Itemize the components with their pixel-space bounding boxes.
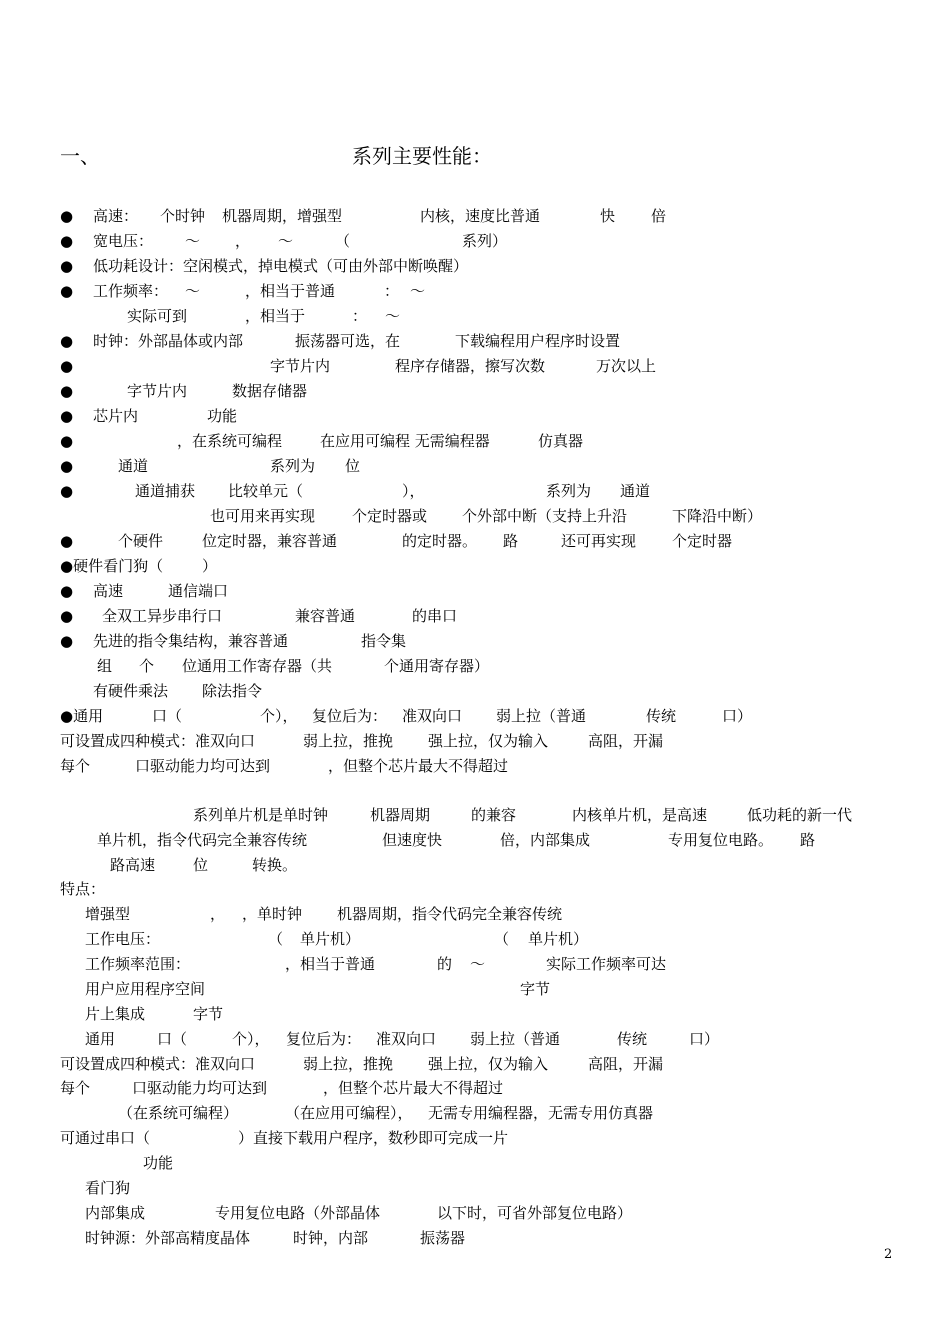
bullet-icon: ● [60,632,74,650]
bullet-icon: ● [60,382,74,400]
spec-io-modes: 可设置成四种模式：准双向口 弱上拉，推挽 强上拉，仅为输入 高阻，开漏 [60,732,664,750]
spec-frequency: ● 工作频率： ～ ，相当于普通 ： ～ [0,279,950,303]
bullet-icon: ● [60,257,74,275]
feature-io: 通用 口（ 个）， 复位后为： 准双向口 弱上拉（普通 传统 口） [85,1030,720,1048]
bullet-icon: ● [60,407,74,425]
bullet-icon: ● [60,207,74,225]
section-number: 一、 [60,144,100,168]
spec-isp: ● ，在系统可编程 在应用可编程 无需编程器 仿真器 [0,429,950,453]
feature-io-modes: 可设置成四种模式：准双向口 弱上拉，推挽 强上拉，仅为输入 高阻，开漏 [60,1055,664,1073]
feature-frequency: 工作频率范围： ，相当于普通 的 ～ 实际工作频率可达 [85,955,667,973]
spec-io-drive: 每个 口驱动能力均可达到 ，但整个芯片最大不得超过 [60,757,509,775]
spec-registers: 组 个 位通用工作寄存器（共 个通用寄存器） [97,657,490,675]
spec-pca-timer: 也可用来再实现 个定时器或 个外部中断（支持上升沿 下降沿中断） [210,507,763,525]
bullet-icon: ● [60,532,74,550]
bullet-icon: ● [60,282,74,300]
spec-spi: ● 高速 通信端口 [0,579,950,603]
spec-timers: ● 个硬件 位定时器，兼容普通 的定时器。 路 还可再实现 个定时器 [0,529,950,553]
intro-line-1: 系列单片机是单时钟 机器周期 的兼容 内核单片机，是高速 低功耗的新一代 [193,806,853,824]
feature-enhanced: 增强型 ， ，单时钟 机器周期，指令代码完全兼容传统 [85,905,563,923]
spec-ram: ● 字节片内 数据存储器 [0,379,950,403]
feature-isp: （在系统可编程） （在应用可编程）， 无需专用编程器，无需专用仿真器 [118,1104,654,1122]
intro-line-3: 路高速 位 转换。 [110,856,298,874]
bullet-icon: ● [60,482,74,500]
page-number: 2 [884,1247,893,1262]
spec-pca: ● 通道捕获 比较单元（ ）， 系列为 通道 [0,479,950,503]
feature-reset: 内部集成 专用复位电路（外部晶体 以下时，可省外部复位电路） [85,1204,633,1222]
bullet-icon: ● [60,232,74,250]
features-label: 特点： [60,880,106,898]
spec-uart: ● 全双工异步串行口 兼容普通 的串口 [0,604,950,628]
spec-isa: ● 先进的指令集结构，兼容普通 指令集 [0,629,950,653]
feature-onchip: 片上集成 字节 [85,1005,224,1023]
feature-download: 可通过串口（ ）直接下载用户程序，数秒即可完成一片 [60,1129,509,1147]
feature-watchdog: 看门狗 [85,1179,131,1197]
feature-io-drive: 每个 口驱动能力均可达到 ，但整个芯片最大不得超过 [60,1079,504,1097]
spec-watchdog: ●硬件看门狗（ ） [60,557,218,575]
spec-speed: ● 高速： 个时钟 机器周期，增强型 内核，速度比普通 快 倍 [0,204,950,228]
bullet-icon: ● [60,607,74,625]
spec-frequency-actual: 实际可到 ，相当于 ： ～ [127,307,401,325]
bullet-icon: ● [60,457,74,475]
feature-voltage: 工作电压： （ 单片机） （ 单片机） [85,930,589,948]
bullet-icon: ● [60,582,74,600]
feature-program-space: 用户应用程序空间 字节 [85,980,551,998]
spec-io: ●通用 口（ 个）， 复位后为： 准双向口 弱上拉（普通 传统 口） [60,707,753,725]
spec-flash: ● 字节片内 程序存储器，擦写次数 万次以上 [0,354,950,378]
spec-low-power: ● 低功耗设计：空闲模式，掉电模式（可由外部中断唤醒） [0,254,950,278]
spec-clock: ● 时钟：外部晶体或内部 振荡器可选，在 下载编程用户程序时设置 [0,329,950,353]
feature-function: 功能 [143,1154,174,1172]
bullet-icon: ● [60,432,74,450]
spec-chip-function: ● 芯片内 功能 [0,404,950,428]
spec-adc: ● 通道 系列为 位 [0,454,950,478]
intro-line-2: 单片机，指令代码完全兼容传统 但速度快 倍，内部集成 专用复位电路。 路 [97,831,816,849]
section-heading [0,142,950,170]
feature-clock: 时钟源：外部高精度晶体 时钟，内部 振荡器 [85,1229,466,1247]
spec-voltage: ● 宽电压： ～ ， ～ （ 系列） [0,229,950,253]
spec-muldiv: 有硬件乘法 除法指令 [93,682,263,700]
section-title: 系列主要性能： [352,144,492,168]
bullet-icon: ● [60,332,74,350]
bullet-icon: ● [60,357,74,375]
